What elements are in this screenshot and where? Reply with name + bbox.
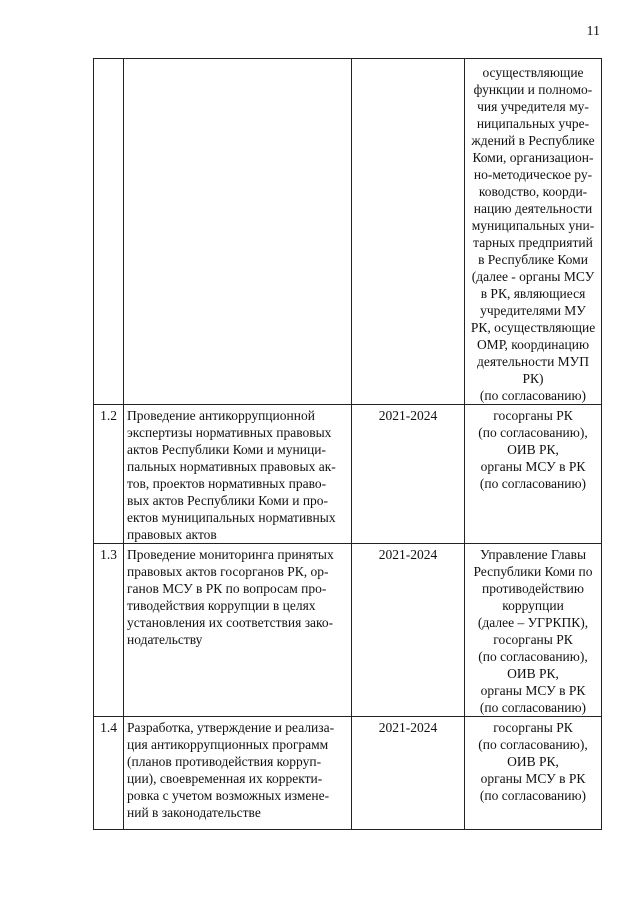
responsible-line: органы МСУ в РК <box>480 683 586 698</box>
term-cell <box>352 59 465 405</box>
responsible-line: РК, осуществляющие <box>470 320 596 335</box>
description-line: установления их соответствия зако- <box>127 615 334 630</box>
description-line: нодательству <box>127 632 203 647</box>
responsible-line: (далее – УГРКПК), <box>477 615 589 630</box>
description-line: экспертизы нормативных правовых <box>127 425 332 440</box>
responsible-line: коррупции <box>502 598 564 613</box>
page-number: 11 <box>586 24 600 39</box>
responsible-cell <box>465 544 602 717</box>
responsible-line: муниципальных уни- <box>471 218 595 233</box>
responsible-line: деятельности МУП <box>477 354 589 369</box>
responsible-line: тарных предприятий <box>473 235 593 250</box>
term-cell: 2021-2024 <box>352 405 465 544</box>
responsible-cell <box>465 717 602 830</box>
description-cell <box>124 405 352 544</box>
responsible-cell <box>465 405 602 544</box>
description-line: тов, проектов нормативных право- <box>127 476 327 491</box>
description-cell <box>124 59 352 405</box>
responsible-line: нацию деятельности <box>473 201 593 216</box>
responsible-line: учредителями МУ <box>480 303 586 318</box>
description-line: Разработка, утверждение и реализа- <box>127 720 335 735</box>
description-line: Проведение мониторинга принятых <box>127 547 334 562</box>
responsible-line: (по согласованию), <box>478 649 588 664</box>
responsible-cell <box>465 59 602 405</box>
description-line: Проведение антикоррупционной <box>127 408 315 423</box>
description-line: пальных нормативных правовых ак- <box>127 459 336 474</box>
responsible-line: ОИВ РК, <box>507 442 559 457</box>
responsible-line: ОМР, координацию <box>476 337 590 352</box>
row-number-cell: 1.2 <box>94 405 124 544</box>
responsible-line: (по согласованию) <box>479 700 587 715</box>
responsible-line: ждений в Республике <box>471 133 595 148</box>
responsible-line: ОИВ РК, <box>507 666 559 681</box>
responsible-line: Коми, организацион- <box>472 150 594 165</box>
description-cell <box>124 544 352 717</box>
row-number-cell: 1.3 <box>94 544 124 717</box>
responsible-line: ководство, коорди- <box>478 184 588 199</box>
responsible-line: противодействию <box>482 581 584 596</box>
description-line: тиводействия коррупции в целях <box>127 598 316 613</box>
responsible-line: госорганы РК <box>493 632 573 647</box>
responsible-line: (по согласованию), <box>478 425 588 440</box>
description-line: актов Республики Коми и муници- <box>127 442 326 457</box>
description-line: ция антикоррупционных программ <box>127 737 329 752</box>
responsible-line: в РК, являющиеся <box>480 286 586 301</box>
description-line: (планов противодействия корруп- <box>127 754 322 769</box>
description-line: ний в законодательстве <box>127 805 261 820</box>
table-row <box>94 544 602 717</box>
description-cell <box>124 717 352 830</box>
description-line: правовых актов <box>127 527 217 542</box>
responsible-line: (по согласованию) <box>479 476 587 491</box>
description-line: ции), своевременная их корректи- <box>127 771 323 786</box>
responsible-line: в Республике Коми <box>478 252 588 267</box>
description-line: ганов МСУ в РК по вопросам про- <box>127 581 327 596</box>
responsible-line: (по согласованию), <box>478 737 588 752</box>
responsible-line: органы МСУ в РК <box>480 459 586 474</box>
responsible-line: чия учредителя му- <box>477 99 589 114</box>
row-number-cell <box>94 59 124 405</box>
table-row <box>94 405 602 544</box>
responsible-line: функции и полномо- <box>473 82 593 97</box>
description-line: правовых актов госорганов РК, ор- <box>127 564 329 579</box>
responsible-line: Управление Главы <box>479 547 587 562</box>
responsible-line: госорганы РК <box>493 408 573 423</box>
table-row <box>94 717 602 830</box>
description-line: вых актов Республики Коми и про- <box>127 493 329 508</box>
description-line: ровка с учетом возможных измене- <box>127 788 330 803</box>
responsible-line: ниципальных учре- <box>476 116 590 131</box>
responsible-line: РК) <box>522 371 544 386</box>
responsible-line: (по согласованию) <box>479 788 587 803</box>
responsible-line: осуществляющие <box>482 65 584 80</box>
measures-table <box>93 58 602 830</box>
responsible-line: госорганы РК <box>493 720 573 735</box>
responsible-line: органы МСУ в РК <box>480 771 586 786</box>
table-row <box>94 59 602 405</box>
responsible-line: но-методическое ру- <box>473 167 593 182</box>
responsible-line: (далее - органы МСУ <box>471 269 595 284</box>
row-number-cell: 1.4 <box>94 717 124 830</box>
term-cell: 2021-2024 <box>352 717 465 830</box>
responsible-line: (по согласованию) <box>479 388 587 403</box>
term-cell: 2021-2024 <box>352 544 465 717</box>
responsible-line: ОИВ РК, <box>507 754 559 769</box>
responsible-line: Республики Коми по <box>473 564 593 579</box>
description-line: ектов муниципальных нормативных <box>127 510 336 525</box>
